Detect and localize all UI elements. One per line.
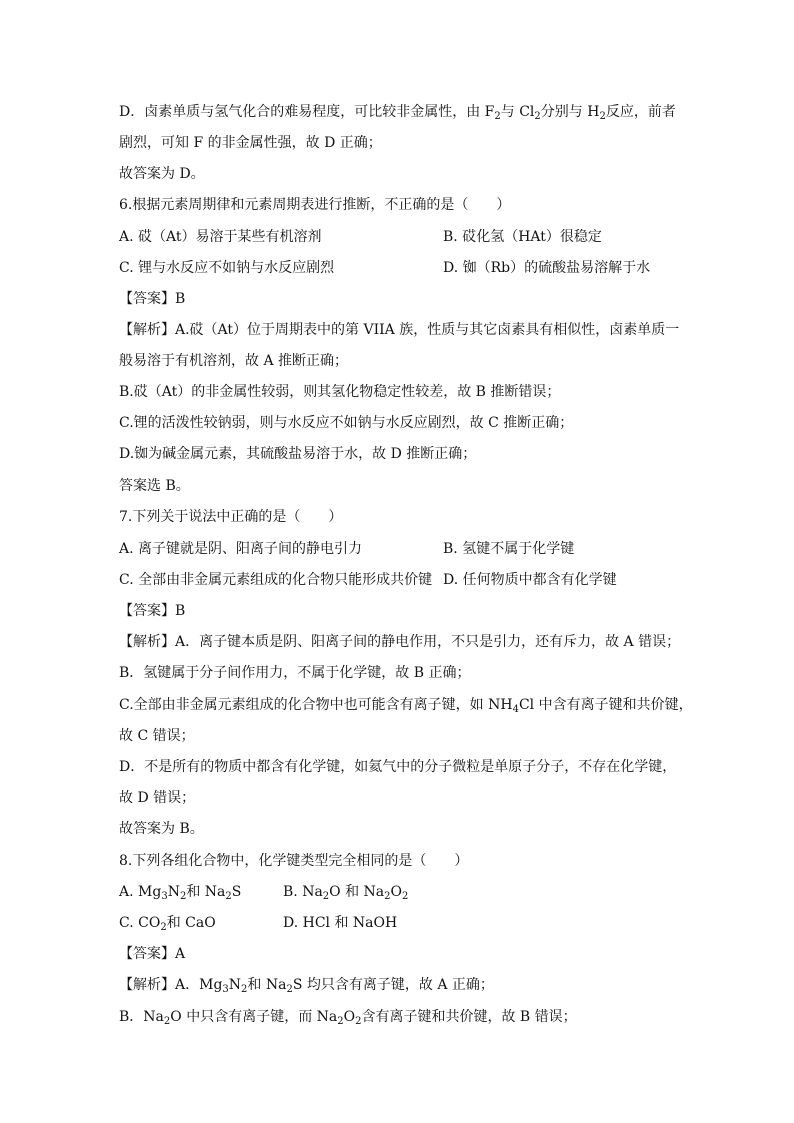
q7-analysis-line3: C.全部由非金属元素组成的化合物中也可能含有离子键，如 $NH_4Cl$ 中含有离子键和共价键，: [119, 697, 693, 715]
q8-analysis-line1: 【解析】A．$Mg_3N_2$和 $Na_2S$ 均只含有离子键，故 A 正确；: [119, 977, 494, 995]
q8-option-d: D. HCl 和 NaOH: [283, 915, 398, 931]
q6-analysis-line3: B.砹（At）的非金属性较弱，则其氢化物稳定性较差，故 B 推断错误；: [119, 384, 561, 400]
q6-option-a: A. 砹（At）易溶于某些有机溶剂: [119, 229, 322, 245]
q6-option-c: C. 锂与水反应不如钠与水反应剧烈: [119, 260, 335, 276]
q6-analysis-line4: C.锂的活泼性较钠弱，则与水反应不如钠与水反应剧烈，故 C 推断正确；: [119, 415, 574, 431]
q6-stem: 6.根据元素周期律和元素周期表进行推断，不正确的是（ ）: [119, 197, 511, 213]
q8-stem: 8.下列各组化合物中，化学键类型完全相同的是（ ）: [119, 853, 469, 869]
q7-option-d: D. 任何物质中都含有化学键: [443, 572, 617, 588]
q6-conclusion: 答案选 B。: [119, 478, 190, 494]
q8-option-c: C. $CO_2$和 CaO: [119, 915, 216, 933]
q5-analysis-d-line2: 剧烈，可知 F 的非金属性强，故 D 正确；: [119, 135, 382, 151]
q6-option-d: D. 铷（Rb）的硫酸盐易溶解于水: [443, 260, 651, 276]
q6-analysis-line2: 般易溶于有机溶剂，故 A 推断正确；: [119, 353, 349, 369]
q7-analysis-line4: 故 C 错误；: [119, 728, 195, 744]
q8-analysis-line2: B．$Na_2O$ 中只含有离子键，而 $Na_2O_2$含有离子键和共价键，故 B 错误；: [119, 1009, 577, 1027]
q6-analysis-line1: 【解析】A.砹（At）位于周期表中的第 VIIA 族，性质与其它卤素具有相似性，卤素单质一: [119, 322, 680, 338]
q7-analysis-line1: 【解析】A．离子键本质是阴、阳离子间的静电作用，不只是引力，还有斥力，故 A 错误；: [119, 634, 681, 650]
q8-answer: 【答案】A: [119, 946, 186, 962]
q5-conclusion: 故答案为 D。: [119, 166, 205, 182]
q7-conclusion: 故答案为 B。: [119, 821, 204, 837]
q7-analysis-line6: 故 D 错误；: [119, 790, 196, 806]
q6-option-b: B. 砹化氢（HAt）很稳定: [443, 229, 602, 245]
q7-stem: 7.下列关于说法中正确的是（ ）: [119, 509, 343, 525]
q5-analysis-d-line1: D．卤素单质与氢气化合的难易程度，可比较非金属性，由 $F_2$与 $Cl_2$分别与 $H_2$反应，前者: [119, 104, 676, 122]
q6-analysis-line5: D.铷为碱金属元素，其硫酸盐易溶于水，故 D 推断正确；: [119, 446, 477, 462]
q7-answer: 【答案】B: [119, 603, 186, 619]
q7-option-c: C. 全部由非金属元素组成的化合物只能形成共价键: [119, 572, 433, 588]
q8-option-a: A. $Mg_3N_2$和 $Na_2S$: [119, 884, 242, 902]
q7-option-b: B. 氢键不属于化学键: [443, 541, 575, 557]
q7-analysis-line5: D．不是所有的物质中都含有化学键，如氦气中的分子微粒是单原子分子，不存在化学键，: [119, 759, 677, 775]
q7-option-a: A. 离子键就是阴、阳离子间的静电引力: [119, 541, 363, 557]
q6-answer: 【答案】B: [119, 291, 186, 307]
q7-analysis-line2: B．氢键属于分子间作用力，不属于化学键，故 B 正确；: [119, 665, 471, 681]
q8-option-b: B. $Na_2O$ 和 $Na_2O_2$: [283, 884, 409, 902]
